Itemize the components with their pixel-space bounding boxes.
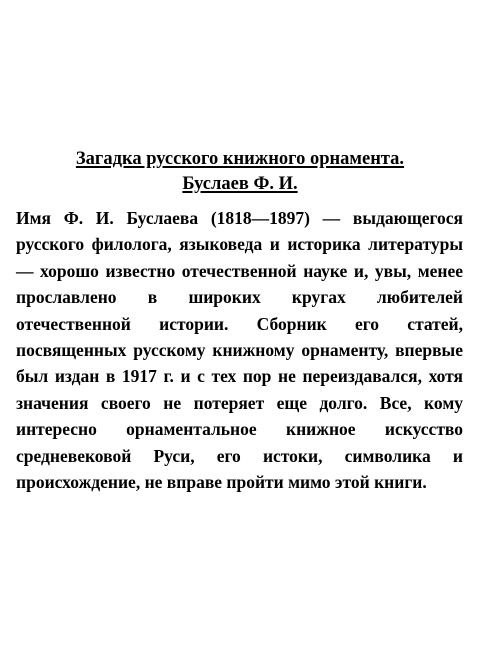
title-line-2: Буслаев Ф. И.: [182, 174, 298, 194]
document-title: [0, 147, 480, 197]
title-line-1: Загадка русского книжного орнамента.: [75, 149, 405, 169]
body-paragraph: Имя Ф. И. Буслаева (1818—1897) — выдающегося русского филолога, языковеда и историка литературы — хорошо известно отечественной науке и, увы, менее прославлено в широких кругах любителей отечественной истории. Сборник его статей, посвященных русскому книжному орнаменту, впервые был издан в 1917 г. и с тех пор не переиздавался, хотя значения своего не потеряет еще долго. Все, кому интересно орнаментальное книжное искусство средневековой Руси, его истоки, символика и происхождение, не вправе пройти мимо этой книги.: [16, 208, 463, 493]
